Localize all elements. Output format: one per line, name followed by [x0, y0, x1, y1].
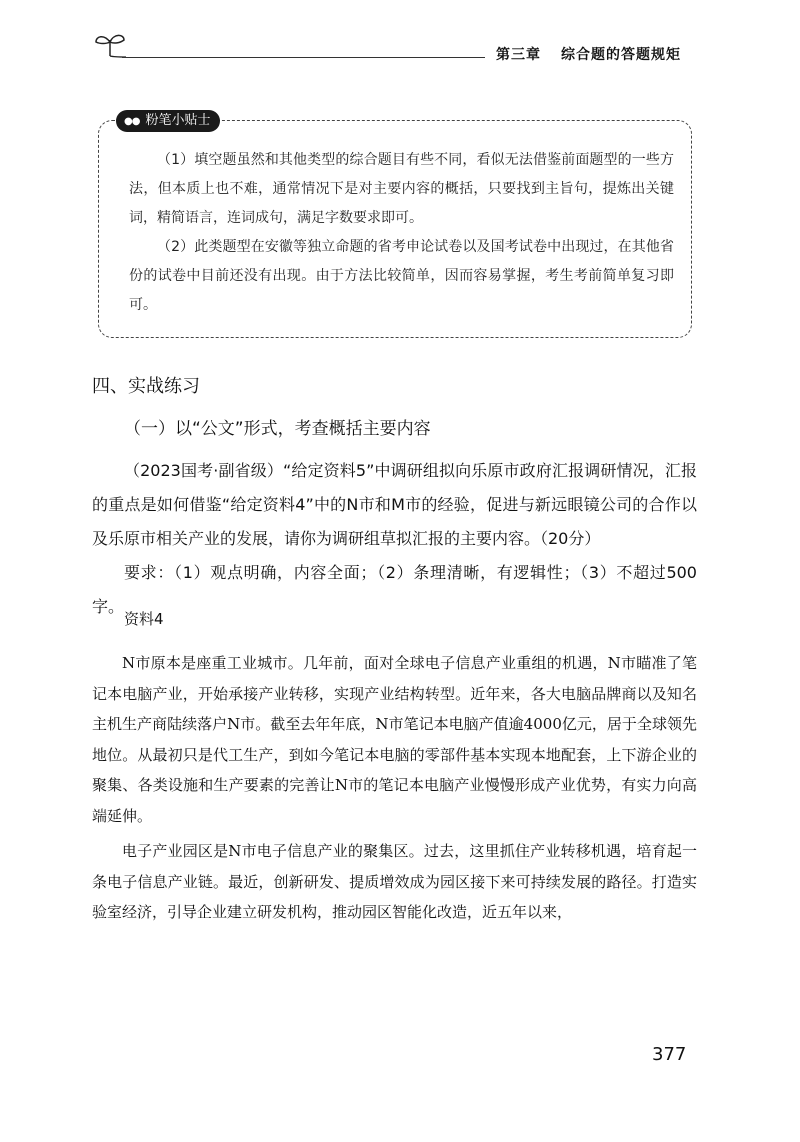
chapter-title: 综合题的答题规矩 — [561, 47, 681, 63]
sprout-icon — [92, 30, 128, 58]
chapter-number: 第三章 — [496, 47, 541, 63]
section-title: 四、实战练习 — [92, 376, 200, 397]
question-requirements: 要求：（1）观点明确，内容全面；（2）条理清晰，有逻辑性；（3）不超过500字。 — [92, 563, 697, 616]
question-text: （2023国考·副省级）“给定资料5”中调研组拟向乐原市政府汇报调研情况，汇报的重点是如何借鉴“给定资料4”中的N市和M市的经验，促进与新远眼镜公司的合作以及乐原市相关产业的发展，请你为调研组草拟汇报的主要内容。（20分） — [92, 461, 697, 548]
section-subtitle: （一）以“公文”形式，考查概括主要内容 — [124, 419, 431, 439]
header-rule — [122, 57, 485, 58]
tips-paragraph: （1）填空题虽然和其他类型的综合题目有些不同，看似无法借鉴前面题型的一些方法，但本质上也不难，通常情况下是对主要内容的概括，只要找到主旨句，提炼出关键词，精简语言，连词成句，满足字数要求即可。 — [129, 152, 674, 226]
tips-badge-label: 粉笔小贴士 — [145, 113, 211, 128]
material-label: 资料4 — [124, 610, 164, 628]
tips-paragraph: （2）此类题型在安徽等独立命题的省考申论试卷以及国考试卷中出现过，在其他省份的试卷中目前还没有出现。由于方法比较简单，因而容易掌握，考生考前简单复习即可。 — [129, 239, 674, 313]
material-paragraph: 电子产业园区是N市电子信息产业的聚集区。过去，这里抓住产业转移机遇，培育起一条电子信息产业链。最近，创新研发、提质增效成为园区接下来可持续发展的路径。打造实验室经济，引导企业建立研发机构，推动园区智能化改造，近五年以来， — [92, 842, 697, 921]
question-block — [92, 454, 697, 624]
tips-badge-icon: ●● — [124, 116, 140, 127]
material-content — [92, 648, 697, 928]
tips-content — [129, 146, 674, 320]
chapter-header — [496, 44, 681, 64]
page-number: 377 — [652, 1044, 687, 1065]
tips-badge — [116, 110, 220, 132]
material-paragraph: N市原本是座重工业城市。几年前，面对全球电子信息产业重组的机遇，N市瞄准了笔记本电脑产业，开始承接产业转移，实现产业结构转型。近年来，各大电脑品牌商以及知名主机生产商陆续落户N市。截至去年年底，N市笔记本电脑产值逾4000亿元，居于全球领先地位。从最初只是代工生产，到如今笔记本电脑的零部件基本实现本地配套，上下游企业的聚集、各类设施和生产要素的完善让N市的笔记本电脑产业慢慢形成产业优势，有实力向高端延伸。 — [92, 654, 697, 825]
